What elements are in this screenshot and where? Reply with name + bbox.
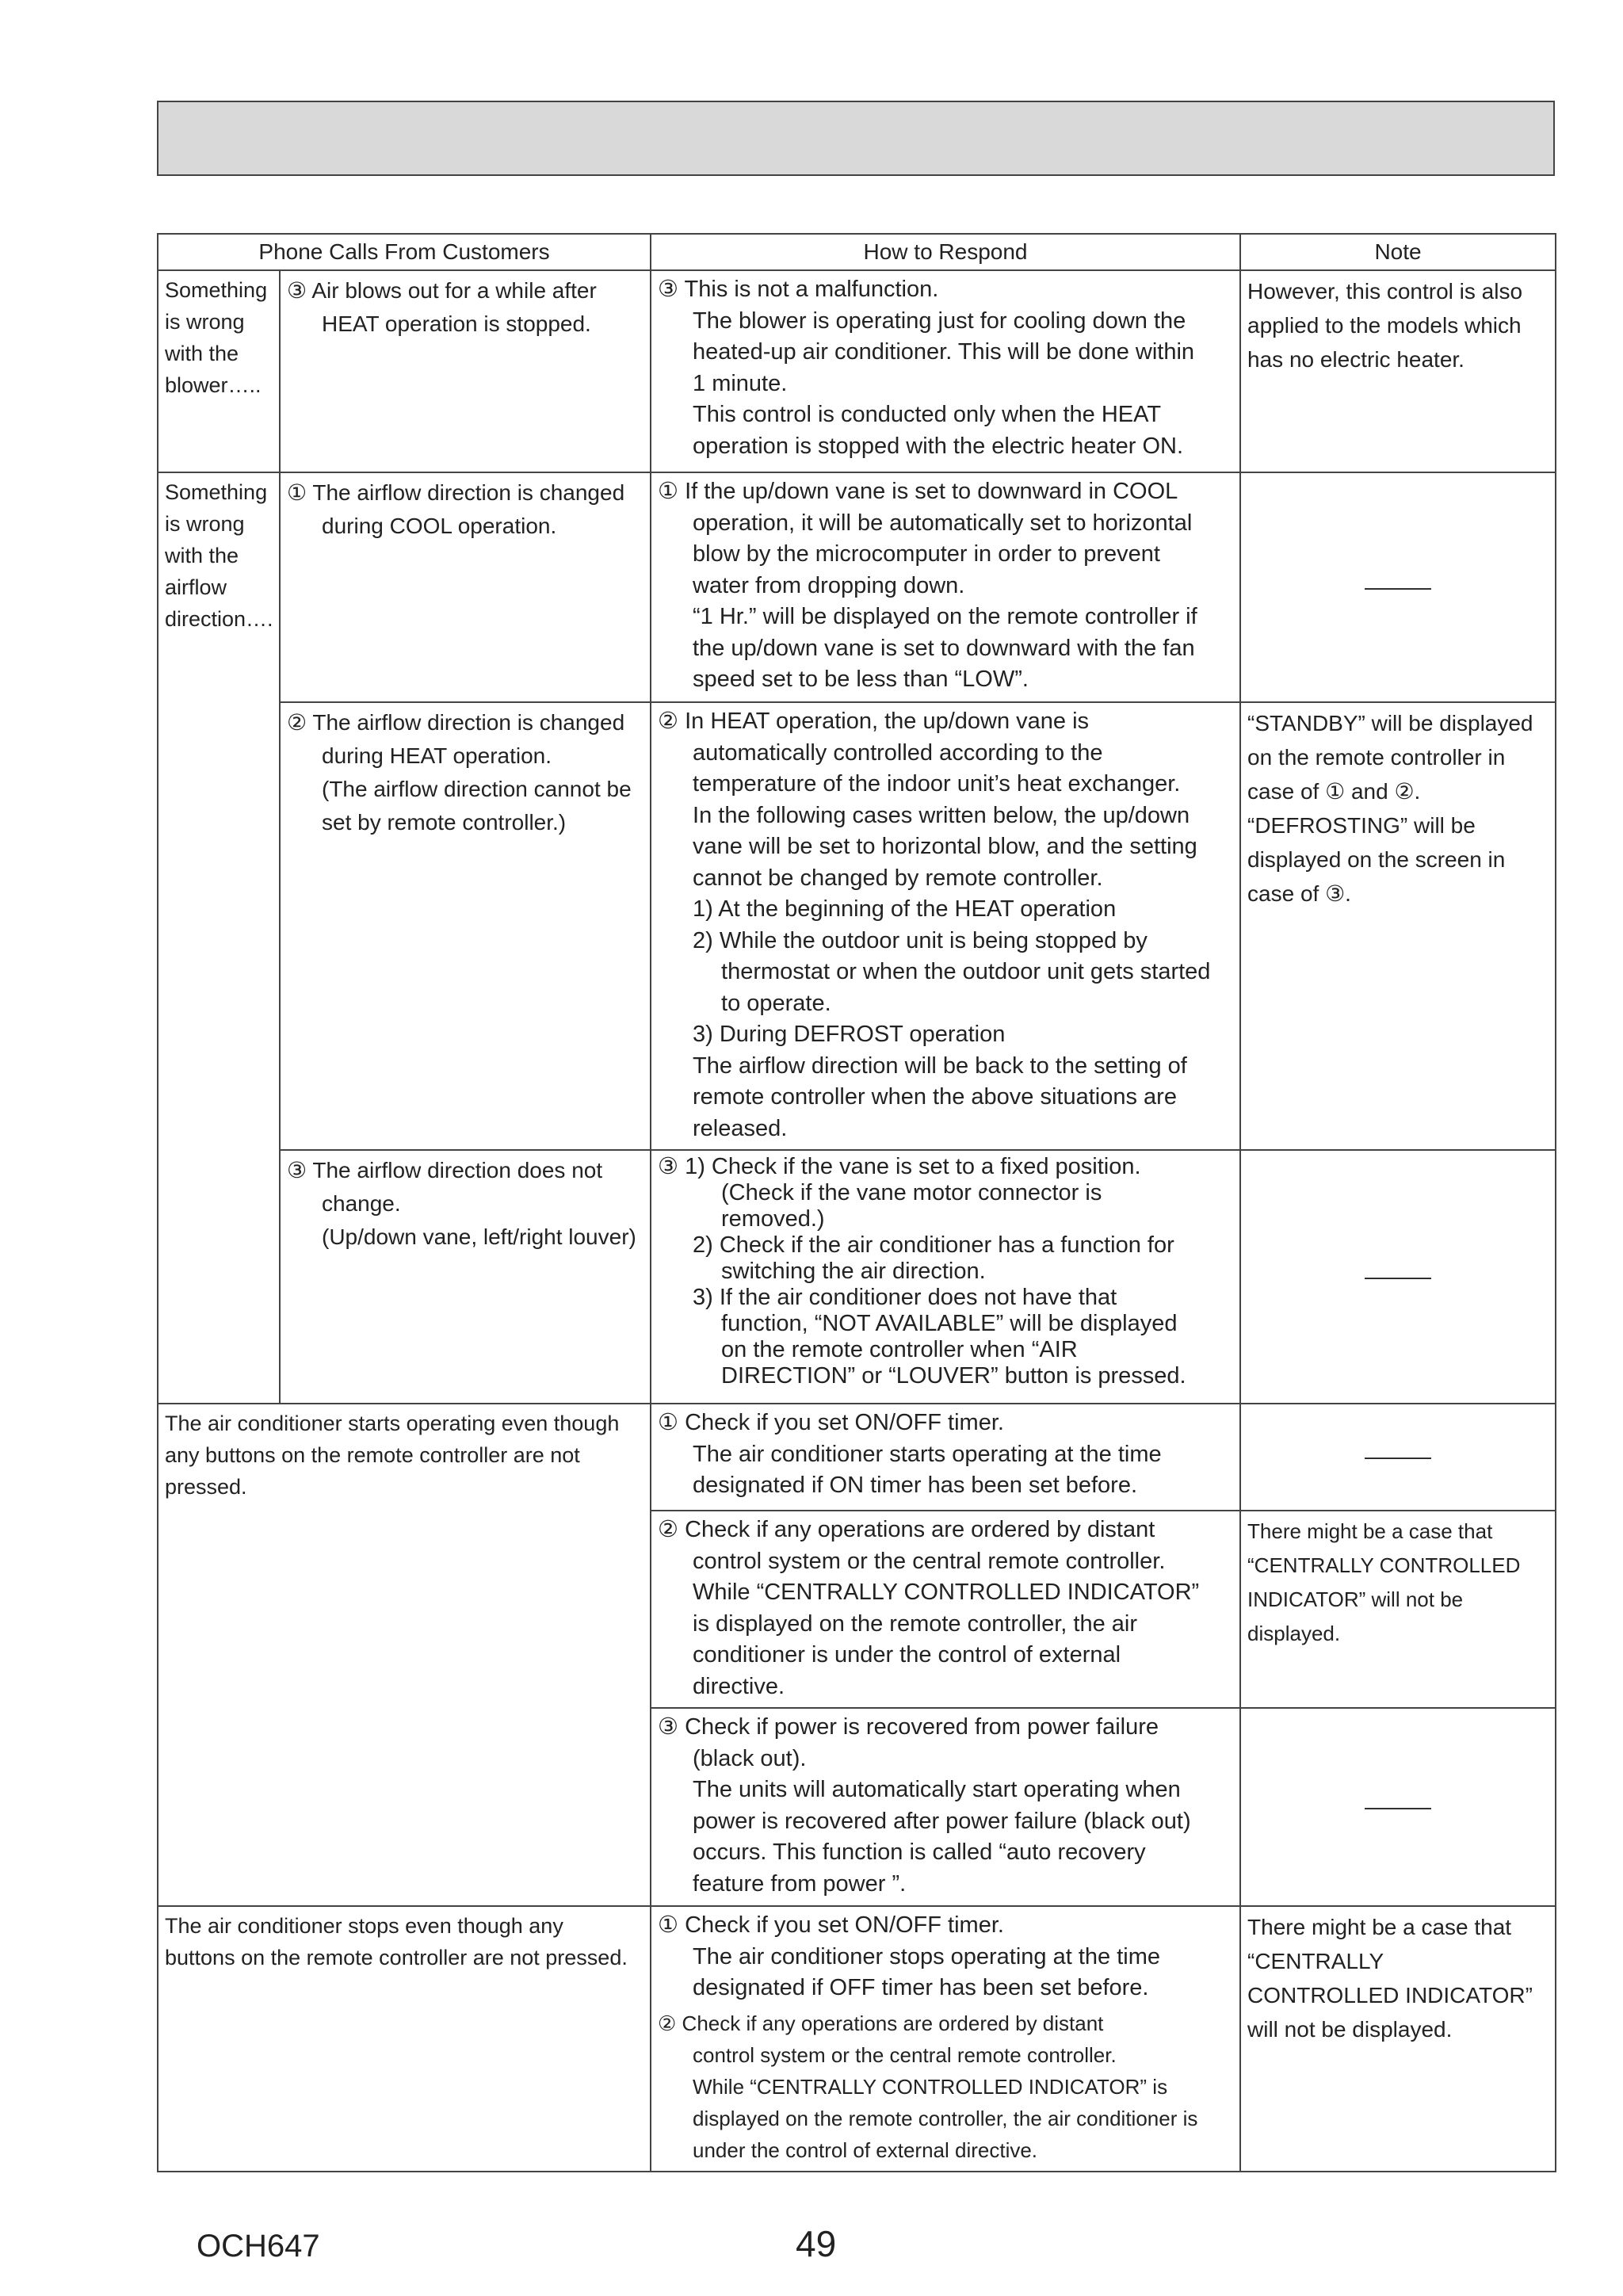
category-stops: The air conditioner stops even though any buttons on the remote controller are not pressed. bbox=[158, 1906, 651, 2172]
troubleshooting-table bbox=[157, 233, 1556, 2172]
empty-dash: ——— bbox=[1365, 1794, 1432, 1819]
column-header-note: Note bbox=[1240, 234, 1556, 270]
note-cell-empty bbox=[1240, 1150, 1556, 1404]
note-cell: There might be a case that “CENTRALLY CONTROLLED INDICATOR” will not be displayed. bbox=[1240, 1511, 1556, 1708]
category-starts-operating: The air conditioner starts operating even though any buttons on the remote controller are not pressed. bbox=[158, 1404, 651, 1906]
page-number: 49 bbox=[796, 2223, 837, 2264]
response-cell: ② In HEAT operation, the up/down vane is automatically controlled according to the temperature of the indoor unit’s heat exchanger. In the following cases written below, the up/down vane will be set to horizontal blow, and the setting cannot be changed by remote controller. 1) At the beginning of the HEAT operation 2) While the outdoor unit is being stopped by thermostat or when the outdoor unit gets started to operate. 3) During DEFROST operation The airflow direction will be back to the setting of remote controller when the above situations are released. bbox=[651, 702, 1240, 1150]
note-cell: “STANDBY” will be displayed on the remote controller in case of ① and ②. “DEFROSTING” will be displayed on the screen in case of ③. bbox=[1240, 702, 1556, 1150]
table-row bbox=[158, 1404, 1556, 1511]
note-cell: There might be a case that “CENTRALLY CONTROLLED INDICATOR” will not be displayed. bbox=[1240, 1906, 1556, 2172]
table-row bbox=[158, 472, 1556, 702]
empty-dash: ——— bbox=[1365, 1444, 1432, 1469]
empty-dash: ——— bbox=[1365, 1263, 1432, 1289]
note-cell-empty bbox=[1240, 1708, 1556, 1906]
response-cell: ③ This is not a malfunction. The blower is operating just for cooling down the heated-up air conditioner. This will be done within 1 minute. This control is conducted only when the HEAT operation is stopped with the electric heater ON. bbox=[651, 270, 1240, 472]
symptom-cell: ② The airflow direction is changed during HEAT operation. (The airflow direction cannot be set by remote controller.) bbox=[280, 702, 651, 1150]
response-cell: ① Check if you set ON/OFF timer. The air conditioner starts operating at the time designated if ON timer has been set before. bbox=[651, 1404, 1240, 1511]
table-row bbox=[158, 1906, 1556, 2172]
response-cell: ② Check if any operations are ordered by distant control system or the central remote controller. While “CENTRALLY CONTROLLED INDICATOR” is displayed on the remote controller, the air conditioner is under the control of external directive. bbox=[651, 1511, 1240, 1708]
note-cell-empty bbox=[1240, 472, 1556, 702]
model-code: OCH647 bbox=[197, 2229, 320, 2264]
symptom-cell: ③ The airflow direction does not change. (Up/down vane, left/right louver) bbox=[280, 1150, 651, 1404]
symptom-cell: ① The airflow direction is changed during COOL operation. bbox=[280, 472, 651, 702]
response-cell: ① If the up/down vane is set to downward in COOL operation, it will be automatically set to horizontal blow by the microcomputer in order to prevent water from dropping down. “1 Hr.” will be displayed on the remote controller if the up/down vane is set to downward with the fan speed set to be less than “LOW”. bbox=[651, 472, 1240, 702]
table-row bbox=[158, 1150, 1556, 1404]
column-header-phone-calls: Phone Calls From Customers bbox=[158, 234, 651, 270]
column-header-how-to-respond: How to Respond bbox=[651, 234, 1240, 270]
empty-dash: ——— bbox=[1365, 574, 1432, 599]
table-header-row bbox=[158, 234, 1556, 270]
note-cell-empty bbox=[1240, 1404, 1556, 1511]
category-blower: Something is wrong with the blower….. bbox=[158, 270, 280, 472]
category-airflow: Something is wrong with the airflow direction…. bbox=[158, 472, 280, 1404]
table-row bbox=[158, 270, 1556, 472]
response-cell: ① Check if you set ON/OFF timer. The air conditioner stops operating at the time designated if OFF timer has been set before. ② Check if any operations are ordered by distant control system or the central remote controller. While “CENTRALLY CONTROLLED INDICATOR” is displayed on the remote controller, the air conditioner is under the control of external directive. bbox=[651, 1906, 1240, 2172]
section-header-bar bbox=[157, 101, 1555, 176]
response-cell: ③ Check if power is recovered from power failure (black out). The units will automatically start operating when power is recovered after power failure (black out) occurs. This function is called “auto recovery feature from power ”. bbox=[651, 1708, 1240, 1906]
table-row bbox=[158, 702, 1556, 1150]
response-cell: ③ 1) Check if the vane is set to a fixed position. (Check if the vane motor connector is removed.) 2) Check if the air conditioner has a function for switching the air direction. 3) If the air conditioner does not have that function, “NOT AVAILABLE” will be displayed on the remote controller when “AIR DIRECTION” or “LOUVER” button is pressed. bbox=[651, 1150, 1240, 1404]
symptom-cell: ③ Air blows out for a while after HEAT operation is stopped. bbox=[280, 270, 651, 472]
note-cell: However, this control is also applied to the models which has no electric heater. bbox=[1240, 270, 1556, 472]
